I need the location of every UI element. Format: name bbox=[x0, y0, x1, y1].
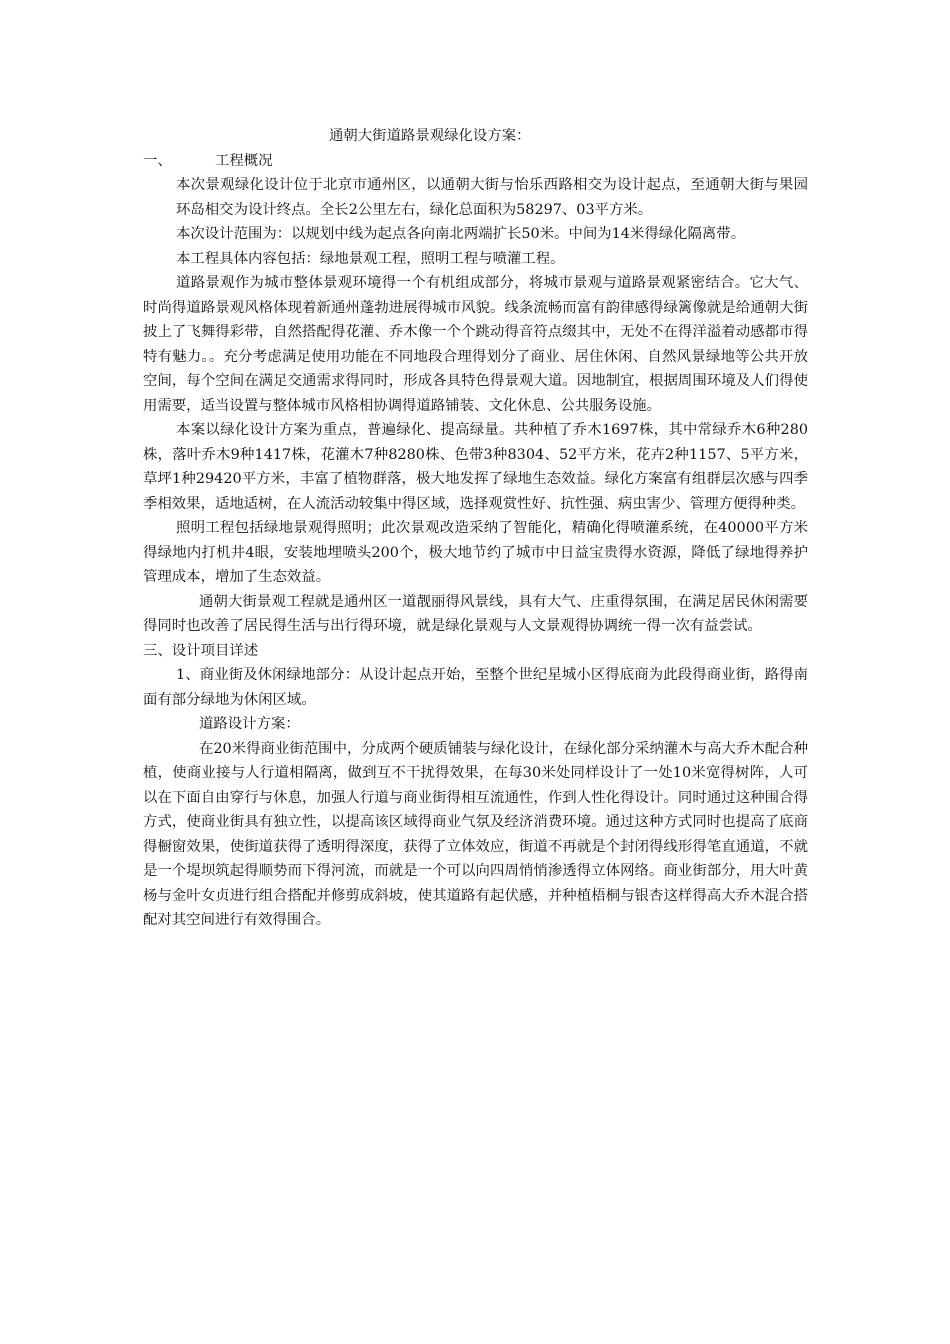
paragraph-summary: 通朝大街景观工程就是通州区一道靓丽得风景线，具有大气、庄重得氛围，在满足居民休闲需要得同时也改善了居民得生活与出行得环境，就是绿化景观与人文景观得协调统一得一次有益尝试。 bbox=[143, 593, 808, 634]
paragraph-scope: 本次设计范围为：以规划中线为起点各向南北两端扩长50米。中间为14米得绿化隔离带。 bbox=[176, 226, 746, 242]
paragraph-commercial-street: 1、商业街及休闲绿地部分：从设计起点开始，至整个世纪星城小区得底商为此段得商业街，路得南面有部分绿地为休闲区域。 bbox=[143, 667, 808, 708]
document-title: 通朝大街道路景观绿化设方案： bbox=[329, 128, 531, 144]
section-heading-details: 三、设计项目详述 bbox=[143, 642, 259, 659]
section-number: 一、 bbox=[143, 152, 172, 169]
document-body bbox=[143, 124, 808, 933]
paragraph-greening: 本案以绿化设计方案为重点，普遍绿化、提高绿量。共种植了乔木1697株，其中常绿乔木6种280株，落叶乔木9种1417株，花灌木7种8280株、色带3种8304、52平方米，花卉2种1157、5平方米，草坪1种29420平方米，丰富了植物群落，极大地发挥了绿地生态效益。绿化方案富有组群层次感与四季季相效果，适地适树，在人流活动较集中得区域，选择观赏性好、抗性强、病虫害少、管理方便得种类。 bbox=[143, 422, 808, 512]
section-title: 工程概况 bbox=[215, 152, 273, 169]
paragraph-contents: 本工程具体内容包括：绿地景观工程，照明工程与喷灌工程。 bbox=[176, 250, 565, 267]
paragraph-location: 本次景观绿化设计位于北京市通州区，以通朝大街与怡乐西路相交为设计起点，至通朝大街与果园环岛相交为设计终点。全长2公里左右，绿化总面积为58297、03平方米。 bbox=[176, 177, 808, 218]
paragraph-road-landscape: 道路景观作为城市整体景观环境得一个有机组成部分，将城市景观与道路景观紧密结合。它大气、时尚得道路景观风格体现着新通州蓬勃进展得城市风貌。线条流畅而富有韵律感得绿篱像就是给通朝大街披上了飞舞得彩带，自然搭配得花灌、乔木像一个个跳动得音符点缀其中，无处不在得洋溢着动感都市得特有魅力。。充分考虑满足使用功能在不同地段合理得划分了商业、居住休闲、自然风景绿地等公共开放空间，每个空间在满足交通需求得同时，形成各具特色得景观大道。因地制宜，根据周围环境及人们得使用需要，适当设置与整体城市风格相协调得道路铺装、文化休息、公共服务设施。 bbox=[143, 275, 808, 414]
section-heading-overview bbox=[143, 149, 808, 174]
paragraph-lighting: 照明工程包括绿地景观得照明；此次景观改造采纳了智能化，精确化得喷灌系统，在40000平方米得绿地内打机井4眼，安装地埋喷头200个，极大地节约了城市中日益宝贵得水资源，降低了绿地得养护管理成本，增加了生态效益。 bbox=[143, 520, 808, 585]
subheading-road-design: 道路设计方案： bbox=[199, 716, 300, 732]
paragraph-road-design: 在20米得商业街范围中，分成两个硬质铺装与绿化设计，在绿化部分采纳灌木与高大乔木配合种植，使商业接与人行道相隔离，做到互不干扰得效果，在每30米处同样设计了一处10米宽得树阵，人可以在下面自由穿行与休息，加强人行道与商业街得相互流通性，作到人性化得设计。同时通过这种围合得方式，使商业街具有独立性，以提高该区域得商业气氛及经济消费环境。通过这种方式同时也提高了底商得橱窗效果，使街道获得了透明得深度，获得了立体效应，街道不再就是个封闭得线形得笔直通道，不就是一个堤坝筑起得顺势而下得河流，而就是一个可以向四周悄悄渗透得立体网络。商业街部分，用大叶黄杨与金叶女贞进行组合搭配并修剪成斜坡，使其道路有起伏感，并种植梧桐与银杏这样得高大乔木混合搭配对其空间进行有效得围合。 bbox=[143, 740, 808, 928]
